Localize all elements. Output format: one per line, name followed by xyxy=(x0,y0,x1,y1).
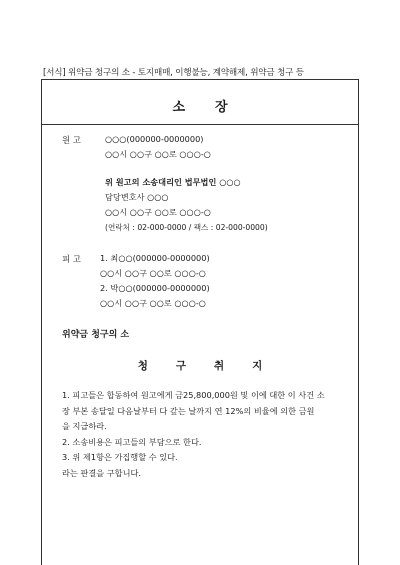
claims-body xyxy=(62,388,344,481)
claim-1-line-1: 1. 피고들은 합동하여 원고에게 금25,800,000원 및 이에 대한 이 사건 소 xyxy=(62,390,325,400)
plaintiff-agent: 위 원고의 소송대리인 법무법인 ○○○ xyxy=(105,177,241,187)
title-divider xyxy=(42,124,358,125)
claim-2: 2. 소송비용은 피고들의 부담으로 한다. xyxy=(62,436,202,447)
defendant-2-address: ○○시 ○○구 ○○로 ○○○-○ xyxy=(100,298,206,308)
agent-contact: (연락처 : 02-000-0000 / 팩스 : 02-000-0000) xyxy=(105,223,268,232)
plaintiff-label: 원 고 xyxy=(62,135,81,145)
case-name: 위약금 청구의 소 xyxy=(62,330,130,340)
defendant-1-address: ○○시 ○○구 ○○로 ○○○-○ xyxy=(100,268,206,278)
complaint-form xyxy=(41,79,359,565)
title-char-2: 장 xyxy=(215,100,228,115)
document-title xyxy=(42,96,358,115)
document-header: [서식] 위약금 청구의 소 - 토지매매, 이행불능, 계약해제, 위약금 청구 등 xyxy=(43,68,304,78)
plaintiff-name: ○○○(000000-0000000) xyxy=(105,134,204,144)
claims-closing: 라는 판결을 구합니다. xyxy=(62,467,141,478)
claim-title-char-3: 취 xyxy=(214,360,225,372)
claim-3: 3. 위 제1항은 가집행할 수 있다. xyxy=(62,452,178,462)
claim-title-char-1: 청 xyxy=(137,360,148,372)
defendant-1-name: 1. 최○○(000000-0000000) xyxy=(100,253,210,263)
plaintiff-attorney: 담당변호사 ○○○ xyxy=(105,192,169,202)
claim-title-char-4: 지 xyxy=(252,360,263,372)
defendant-label: 피 고 xyxy=(62,254,81,264)
claim-1-line-3: 을 지급하라. xyxy=(62,421,107,431)
claim-title-char-2: 구 xyxy=(175,360,186,372)
agent-address: ○○시 ○○구 ○○로 ○○○-○ xyxy=(105,207,211,217)
title-char-1: 소 xyxy=(172,100,185,115)
defendant-2-name: 2. 박○○(000000-0000000) xyxy=(100,283,210,293)
claim-title xyxy=(42,358,358,373)
plaintiff-address: ○○시 ○○구 ○○로 ○○○-○ xyxy=(105,149,211,159)
claim-1-line-2: 장 부본 송달일 다음날부터 다 갚는 날까지 연 12%의 비율에 의한 금원 xyxy=(62,405,315,416)
